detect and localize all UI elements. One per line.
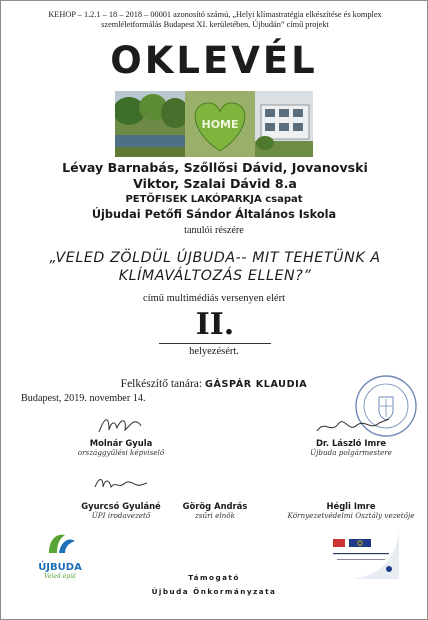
recipient-role: tanulói részére <box>184 225 244 236</box>
signatory-name: Dr. László Imre <box>315 438 387 448</box>
placement-underline <box>159 343 271 344</box>
svg-text:HOME: HOME <box>201 118 239 131</box>
signatory-role: országgyűlési képviselő <box>77 448 165 457</box>
placement-handwritten <box>192 307 238 339</box>
eu-funding-badge-icon <box>323 525 399 579</box>
awardee-names-line2: Viktor, Szalai Dávid 8.a <box>133 176 297 191</box>
contest-description: című multimédiás versenyen elért <box>143 293 285 304</box>
team-name: PETŐFISEK LAKÓPARKJA csapat <box>125 194 303 205</box>
place-and-date: Budapest, 2019. november 14. <box>21 393 146 404</box>
svg-text:II.: II. <box>195 307 235 339</box>
project-title <box>21 249 409 285</box>
signatory-name: Görög András <box>182 501 248 511</box>
ujbuda-logo-tagline: Veled épül <box>44 573 76 580</box>
placement-label: helyezésért. <box>189 346 239 357</box>
signatory-role: Környezetvédelmi Osztály vezetője <box>287 511 415 520</box>
signatory-name: Molnár Gyula <box>89 438 153 448</box>
sponsor-label: Támogató <box>188 573 240 582</box>
project-title-line1: „VELED ZÖLDÜL ÚJBUDA-- MIT TEHETÜNK A <box>49 250 381 266</box>
school-name: Újbudai Petőfi Sándor Általános Iskola <box>91 208 337 221</box>
signatory-molnar <box>41 438 201 457</box>
sponsor-name: Újbuda Önkormányzata <box>151 587 277 596</box>
signatory-name: Gyurcsó Gyuláné <box>81 501 161 511</box>
awardee-names-line1: Lévay Barnabás, Szőllősi Dávid, Jovanovski <box>62 160 368 175</box>
certificate-title: OKLEVÉL <box>110 39 318 82</box>
signatory-role: ÚPI irodavezető <box>91 511 151 520</box>
signatory-name: Hégli Imre <box>326 501 376 511</box>
signature-molnar <box>95 412 145 438</box>
awardee-names <box>21 160 409 192</box>
eu-funding-badge <box>323 525 399 579</box>
home-photo-banner <box>115 91 313 157</box>
signature-laszlo <box>313 413 393 439</box>
signatory-laszlo <box>271 438 428 457</box>
ujbuda-logo-icon <box>35 531 85 557</box>
teacher-name: GÁSPÁR KLAUDIA <box>204 379 308 390</box>
signatory-role: Újbuda polgármestere <box>310 448 392 457</box>
project-header: KEHOP – 1.2.1 – 18 – 2018 – 00001 azonosító számú, „Helyi klímastratégia elkészítése és komplex szemléletformálás Budapest XI. kerületében, Újbudán” című projekt <box>48 10 382 29</box>
photo-collage-image <box>115 91 313 157</box>
teacher-label: Felkészítő tanára: <box>120 378 203 390</box>
signatory-hegli <box>271 501 428 520</box>
project-title-line2: KLÍMAVÁLTOZÁS ELLEN?” <box>118 268 312 284</box>
ujbuda-logo-text: ÚJBUDA <box>38 562 82 573</box>
signatory-role: zsűri elnök <box>195 511 235 520</box>
signature-gyurcso <box>91 473 151 495</box>
